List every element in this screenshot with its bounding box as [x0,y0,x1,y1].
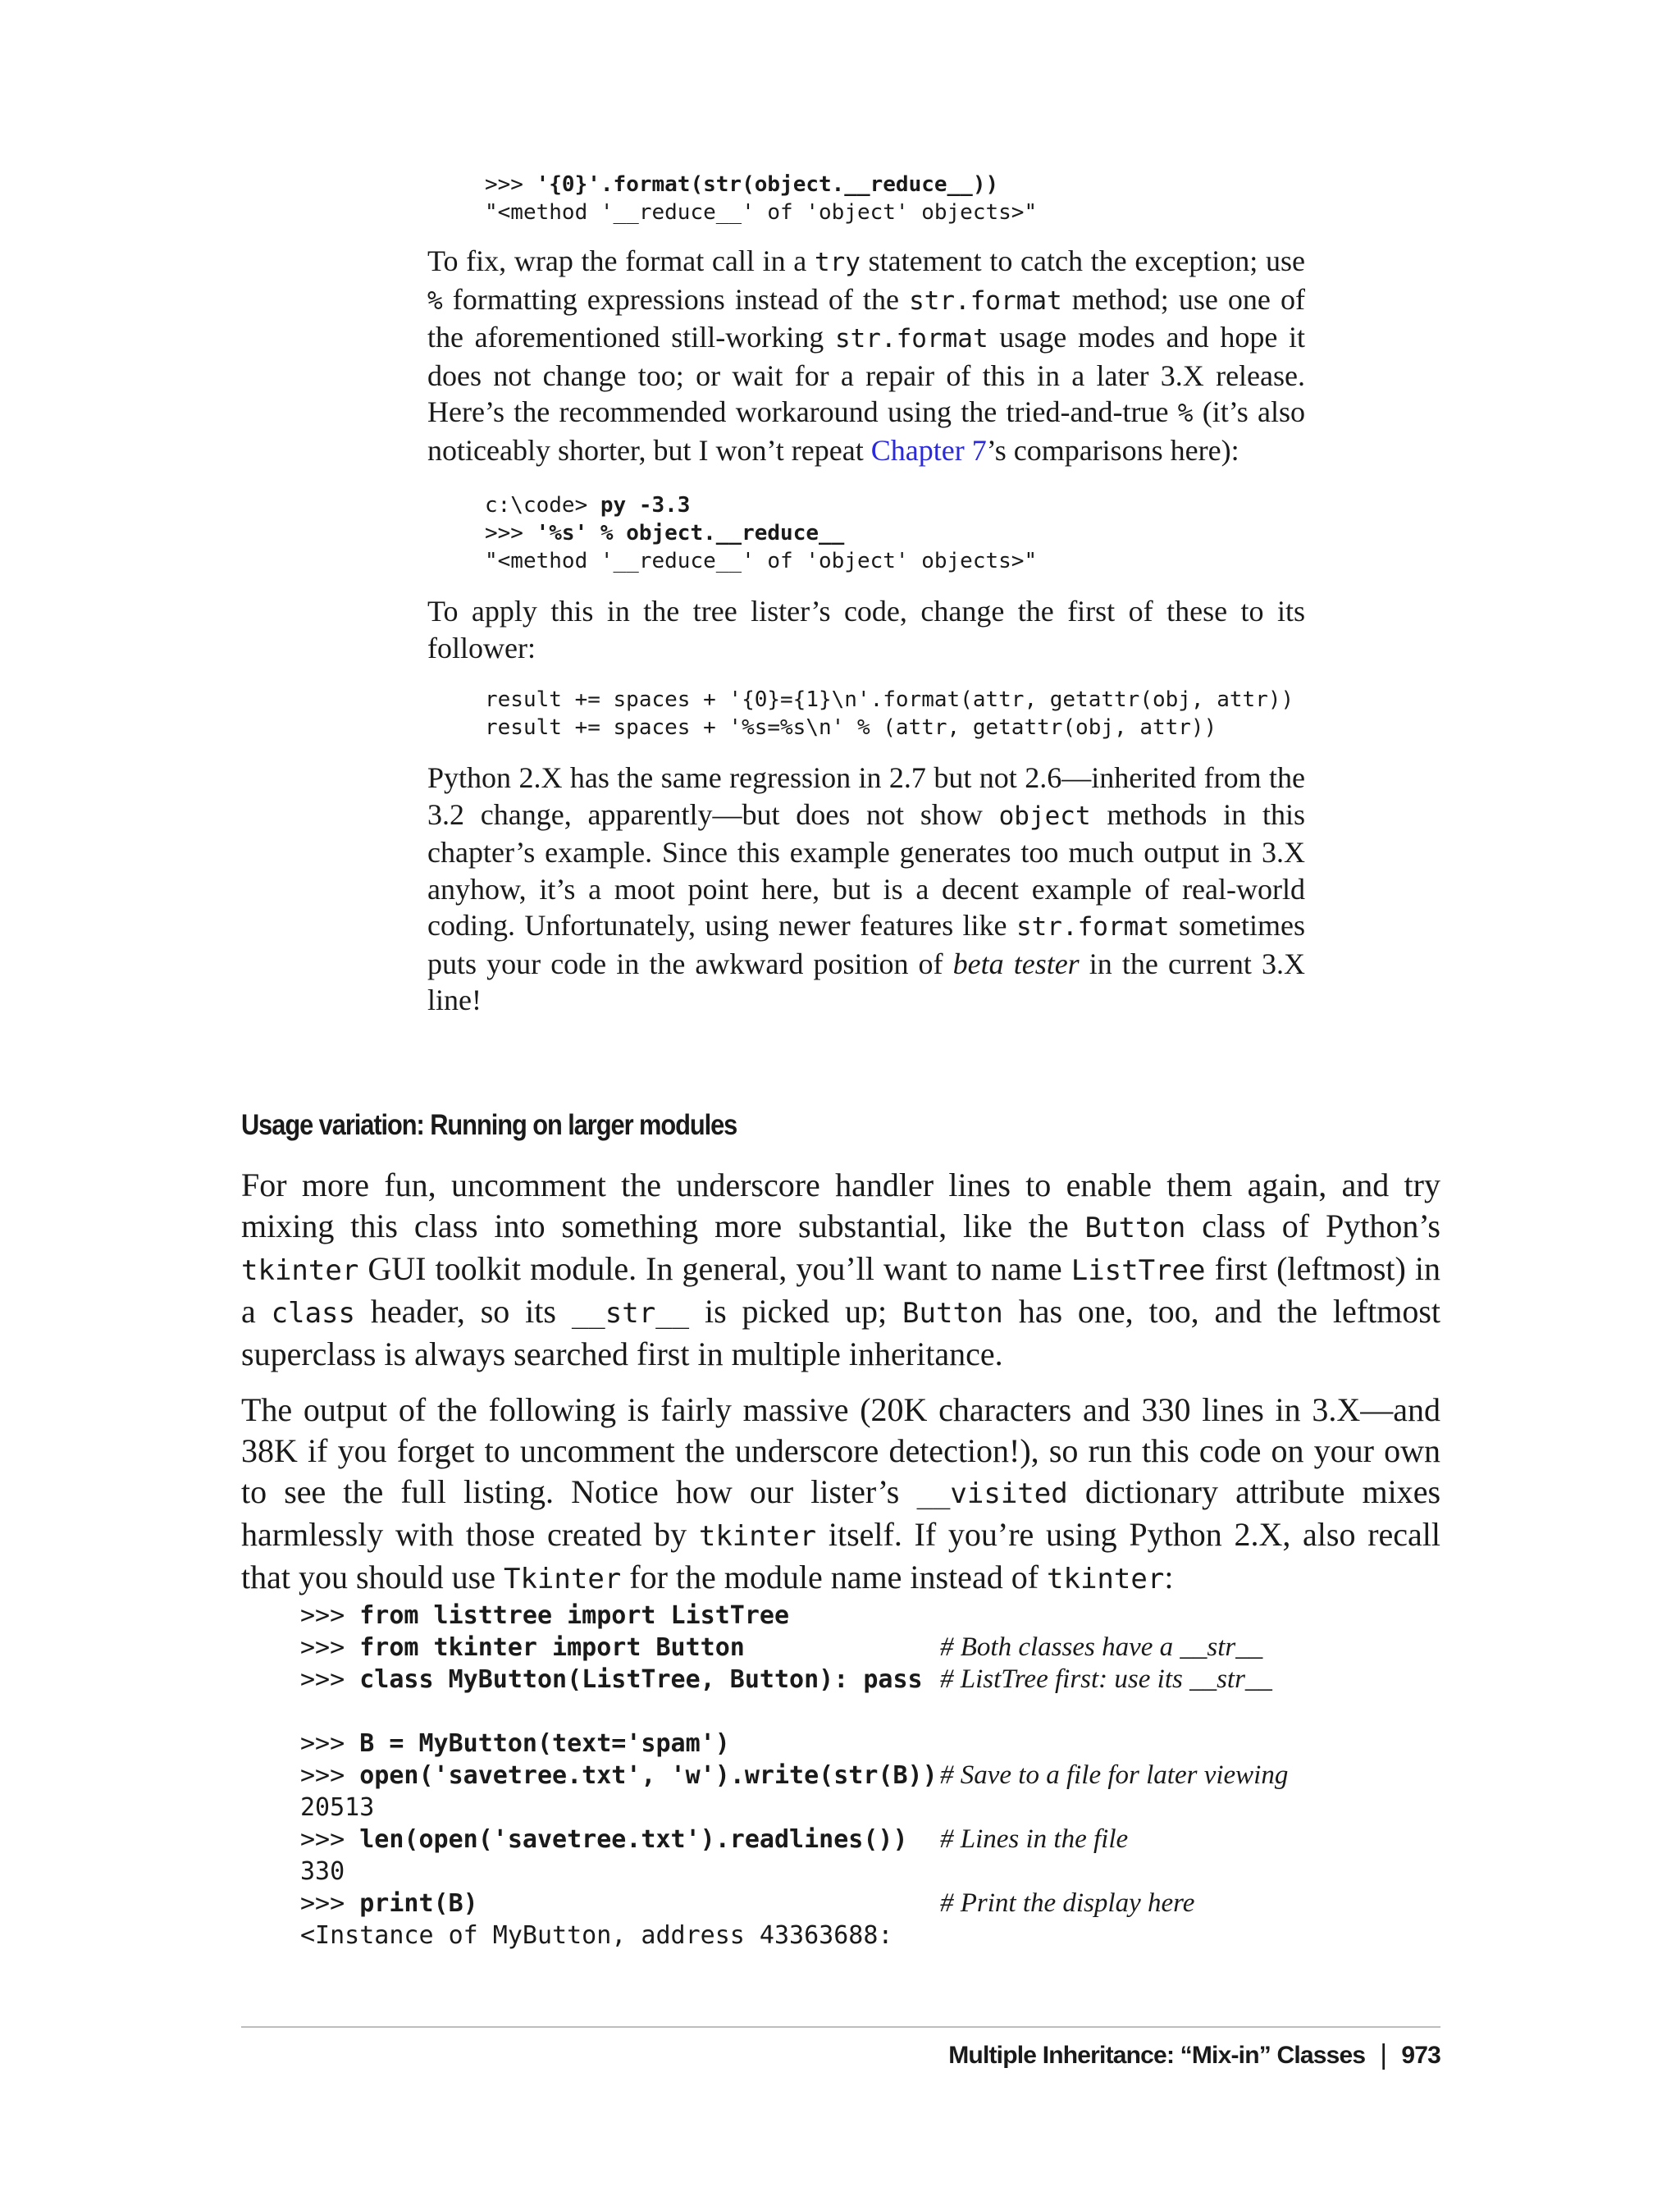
code-text: len(open('savetree.txt').readlines()) [359,1825,908,1854]
listing-line [300,1696,1449,1728]
inline-code: object [998,801,1091,831]
listing-line [300,1632,1449,1664]
text-run: method; use one of the aforementioned still-working [427,282,1305,354]
inline-code: try [814,248,861,277]
inline-code: class [271,1297,355,1330]
code-prompt: >>> [300,1601,360,1630]
inline-code: __visited [916,1477,1068,1510]
code-block-tree-lister [485,686,1305,742]
listing-code [300,1665,923,1694]
listing-comment: # Both classes have a __str__ [940,1632,1263,1662]
running-footer-title: Multiple Inheritance: “Mix-in” Classes [948,2041,1366,2069]
code-text: 330 [300,1857,345,1886]
code-text: "<method '__reduce__' of 'object' objects>" [485,200,1038,225]
code-block-format-example [485,171,1305,226]
code-line: result += spaces + '{0}={1}\n'.format(attr, getattr(obj, attr)) [485,687,1294,712]
chapter-7-link[interactable]: Chapter 7 [870,433,987,467]
listing-code [300,1889,478,1918]
inline-code: Button [1084,1212,1186,1244]
text-run: The output of the following is fairly massive (20K characters and 330 lines in 3.X—and 38K if you forget to uncomment the underscore detection!), so run this code on your own to see the full listing. Notice how our lister’s [241,1391,1440,1510]
listing-code [300,1825,908,1854]
listing-line [300,1824,1449,1856]
listing-code [300,1857,345,1886]
listing-line [300,1920,1449,1952]
body-text [241,1165,1440,1600]
sidebar-note [427,171,1305,1019]
text-run: first (leftmost) in a [241,1250,1441,1330]
text-run: For more fun, uncomment the underscore handler lines to enable them again, and try mixing this class into something more substantial, like the [241,1166,1440,1244]
body-paragraph-more-fun [241,1165,1440,1375]
code-prompt: >>> [300,1729,360,1758]
inline-code: tkinter [698,1520,817,1553]
note-paragraph-fix [427,243,1305,468]
text-run: is picked up; [689,1293,903,1330]
code-prompt: c:\code> [485,493,600,518]
listing-comment: # Save to a file for later viewing [940,1760,1289,1790]
listing-comment: # Print the display here [940,1888,1195,1918]
inline-code: str.format [834,324,988,354]
text-run: methods in this chapter’s example. Since this example generates too much output in 3.X anyhow, it’s a moot point here, but is a decent example of real-world coding. Unfortunately, using newer features like [427,797,1305,942]
text-run: itself. If you’re using Python 2.X, also recall that you should use [241,1516,1440,1596]
listing-line [300,1760,1449,1792]
section-heading: Usage variation: Running on larger modules [241,1109,737,1141]
inline-code: tkinter [1047,1563,1165,1596]
code-prompt: >>> [485,172,536,197]
note-paragraph-apply: To apply this in the tree lister’s code, change the first of these to its follower: [427,595,1305,664]
code-text: 20513 [300,1793,375,1822]
inline-code: __str__ [571,1297,690,1330]
inline-code: % [1177,399,1194,428]
code-listing [300,1600,1449,1952]
footer-separator: | [1380,2039,1387,2070]
listing-code [300,1601,789,1630]
listing-code [300,1633,745,1662]
code-line: result += spaces + '%s=%s\n' % (attr, getattr(obj, attr)) [485,715,1217,740]
code-text: from listtree import ListTree [359,1601,790,1630]
text-run: in the current 3.X line! [427,947,1305,1016]
listing-code [300,1729,730,1758]
code-block-workaround [485,491,1305,575]
text-run: (it’s also noticeably shorter, but I won’t repeat [427,395,1306,467]
code-text: py -3.3 [600,493,691,518]
code-text: B = MyButton(text='spam') [359,1729,730,1758]
emphasis: beta tester [952,947,1080,980]
code-text: "<method '__reduce__' of 'object' objects>" [485,549,1038,573]
listing-line [300,1664,1449,1696]
text-run: formatting expressions instead of the [442,282,910,316]
inline-code: % [427,285,443,316]
listing-code [300,1761,938,1790]
code-line [485,547,1305,575]
text-run: usage modes and hope it does not change too; or wait for a repair of this in a later 3.X release. Here’s the recommended workaround using the tried-and-true [427,321,1306,428]
code-prompt: >>> [300,1633,360,1662]
text-run: header, so its [355,1293,572,1330]
text-run: To fix, wrap the format call in a [427,244,815,277]
code-text: <Instance of MyButton, address 43363688: [300,1921,893,1950]
listing-line [300,1856,1449,1888]
listing-comment: # ListTree first: use its __str__ [940,1664,1272,1694]
inline-code: str.format [1016,912,1170,942]
code-prompt: >>> [300,1889,360,1918]
listing-code [300,1793,374,1822]
listing-line [300,1888,1449,1920]
code-text: '{0}'.format(str(object.__reduce__)) [536,172,999,197]
note-paragraph-regression [427,760,1305,1019]
listing-code [300,1921,892,1950]
text-run: class of Python’s [1185,1208,1440,1244]
inline-code: ListTree [1071,1254,1206,1287]
code-text: print(B) [359,1889,478,1918]
footer-rule [241,2026,1440,2028]
listing-line [300,1728,1449,1760]
code-prompt: >>> [485,521,536,546]
inline-code: str.format [909,285,1062,316]
code-line [485,519,1305,547]
code-prompt: >>> [300,1665,360,1694]
code-text: from tkinter import Button [359,1633,745,1662]
code-line [485,199,1305,226]
code-text: '%s' % object.__reduce__ [536,521,845,546]
inline-code: tkinter [241,1254,359,1287]
page-footer [948,2039,1440,2071]
text-run: ’s comparisons here): [986,433,1239,467]
text-run: : [1164,1559,1174,1596]
code-text: open('savetree.txt', 'w').write(str(B)) [359,1761,938,1790]
page-number: 973 [1401,2041,1440,2069]
text-run: GUI toolkit module. In general, you’ll want to name [358,1250,1071,1287]
code-line [485,491,1305,519]
code-line [485,171,1305,199]
listing-comment: # Lines in the file [940,1824,1129,1854]
code-text: class MyButton(ListTree, Button): pass [359,1665,923,1694]
listing-line [300,1600,1449,1632]
text-run: sometimes puts your code in the awkward position of [427,909,1305,980]
inline-code: Button [902,1297,1003,1330]
text-run: has one, too, and the leftmost superclass is always searched first in multiple inheritance. [241,1293,1440,1372]
listing-line [300,1792,1449,1824]
body-paragraph-output [241,1390,1440,1600]
text-run: Python 2.X has the same regression in 2.7 but not 2.6—inherited from the 3.2 change, apparently—but does not show [427,761,1305,831]
code-prompt: >>> [300,1761,360,1790]
text-run: dictionary attribute mixes harmlessly with those created by [241,1473,1441,1553]
text-run: statement to catch the exception; use [860,244,1306,277]
inline-code: Tkinter [503,1563,622,1596]
code-prompt: >>> [300,1825,360,1854]
text-run: for the module name instead of [621,1559,1048,1596]
